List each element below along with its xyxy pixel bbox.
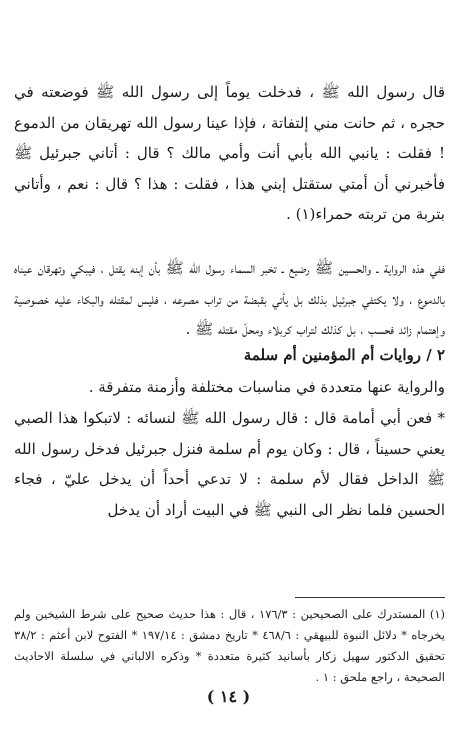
page-number: ( ١٤ ) (206, 687, 251, 706)
footnote: (١) المستدرك على الصحيحين : ١٧٦/٣ ، قال : هذا حديث صحيح على شرط الشيخين ولم يخرجاه * دلائل النبوة للبيهقي : ٤٦٨/٦ * تاريخ دمشق : ١٩٧/١٤ * الفتوح لابن أعثم : ٣٨/٢ تحقيق الدكتور سهيل زكار بأسانيد كثيرة متعددة * وذكره الالباني في سلسلة الاحاديث الصحيحة ، راجع ملحق : ١ . (14, 607, 445, 684)
body-paragraph-3: والرواية عنها متعددة في مناسبات مختلفة وأزمنة متفرقة . (88, 378, 445, 396)
section-heading: ٢ / روايات أم المؤمنين أم سلمة (243, 346, 445, 364)
body-paragraph-4: * فعن أبي أمامة قال : قال رسول الله ﷺ لنسائه : لاتبكوا هذا الصبي يعني حسيناً ، قال : وكان يوم أم سلمة فنزل جبرئيل فدخل رسول الله ﷺ الداخل فقال لأم سلمة : لا تدعي أحداً أن يدخل عليّ ، فجاء الحسين فلما نظر الى النبي ﷺ في البيت أراد أن يدخل (14, 409, 445, 519)
body-paragraph-1: قال رسول الله ﷺ ، فدخلت يوماً إلى رسول الله ﷺ فوضعته في حجره ، ثم حانت مني إلتفاتة ، فإذا عينا رسول الله تهريقان من الدموع ! فقلت : يانبي الله بأبي أنت وأمي مالك ؟ قال : أتاني جبرئيل ﷺ فأخبرني أن أمتي ستقتل إبني هذا ، فقلت : هذا ؟ قال : نعم ، وأتاني بتربة من تربته حمراء(١) . (14, 83, 445, 223)
footnote-divider (295, 597, 445, 598)
body-paragraph-2: ففي هذه الرواية ـ والحسين ﷺ رضيع ـ تخبر السماء رسول الله ﷺ بأن إبنه يقتل ، فيبكي وتهرقان عيناه بالدموع ، ولا يكتفي جبرئيل بذلك بل يأتي بقبضة من تراب مصرعه ، فليس لمقتله والبكاء عليه خصوصية وإهتمام زائد فحسب ، بل كذلك لتراب كربلاء ومحلّ مقتله ﷺ . (14, 259, 446, 338)
